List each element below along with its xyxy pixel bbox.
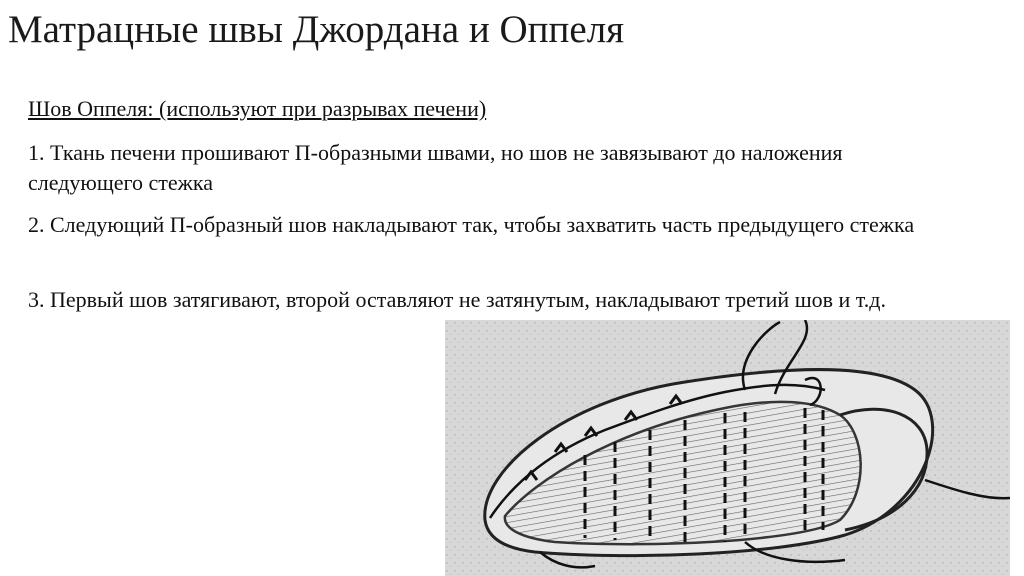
subtitle: Шов Оппеля: (используют при разрывах печени)	[28, 96, 487, 121]
suture-illustration	[445, 320, 1010, 576]
step-2-text: 2. Следующий П-образный шов накладывают так, чтобы захватить часть предыдущего стежка	[28, 212, 915, 237]
slide-title: Матрацные швы Джордана и Оппеля	[8, 8, 625, 51]
step-3-text: 3. Первый шов затягивают, второй оставляют не затянутым, накладывают третий шов и т.д.	[28, 287, 886, 312]
step-1-text: 1. Ткань печени прошивают П-образными швами, но шов не завязывают до наложения следующего стежка	[28, 140, 843, 195]
